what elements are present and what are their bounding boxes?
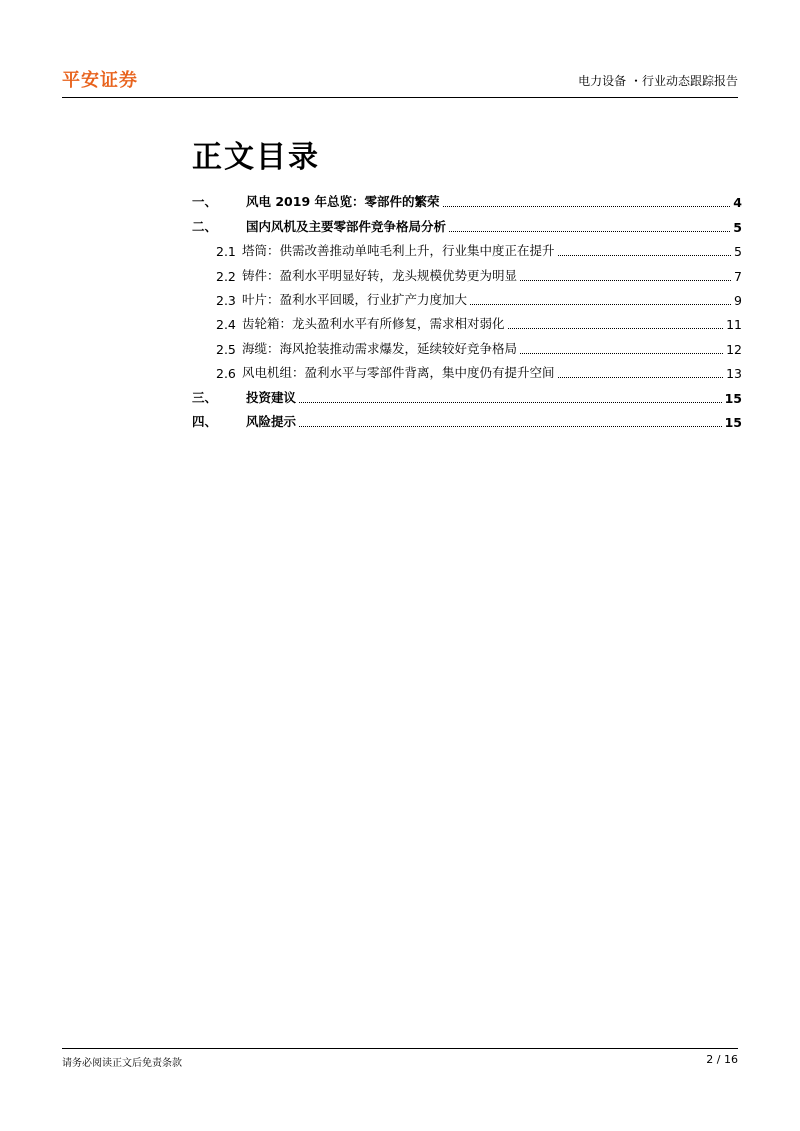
toc-entry-label: 国内风机及主要零部件竞争格局分析 bbox=[246, 218, 447, 234]
toc-entry-number: 2.3 bbox=[216, 292, 236, 308]
toc-entry[interactable] bbox=[192, 406, 742, 430]
toc-entry-number: 2.5 bbox=[216, 341, 236, 357]
toc-subentry[interactable] bbox=[192, 235, 742, 259]
toc-leader-dots bbox=[443, 206, 731, 207]
toc-entry-page: 9 bbox=[734, 292, 742, 308]
toc-entry-number: 二、 bbox=[192, 218, 218, 234]
toc-entry-page: 5 bbox=[734, 244, 742, 260]
toc-leader-dots bbox=[449, 231, 730, 232]
toc-leader-dots bbox=[558, 255, 732, 256]
toc-entry-page: 15 bbox=[724, 390, 742, 406]
toc-entry[interactable] bbox=[192, 210, 742, 234]
toc-entry-label: 风电 2019 年总览：零部件的繁荣 bbox=[246, 194, 440, 210]
toc-entry-number: 一、 bbox=[192, 194, 218, 210]
toc-subentry[interactable] bbox=[192, 332, 742, 356]
toc-leader-dots bbox=[558, 377, 724, 378]
toc-entry-page: 15 bbox=[724, 414, 742, 430]
toc-entry-label: 塔筒：供需改善推动单吨毛利上升，行业集中度正在提升 bbox=[242, 243, 555, 259]
toc-leader-dots bbox=[508, 328, 724, 329]
toc-entry-number: 四、 bbox=[192, 413, 218, 429]
toc-entry-number: 2.2 bbox=[216, 268, 236, 284]
toc-entry-page: 7 bbox=[734, 268, 742, 284]
toc-entry-page: 12 bbox=[726, 341, 742, 357]
brand-logo: 平安证券 bbox=[62, 70, 138, 91]
toc-entry-label: 铸件：盈利水平明显好转，龙头规模优势更为明显 bbox=[242, 267, 518, 283]
toc-entry-label: 海缆：海风抢装推动需求爆发，延续较好竞争格局 bbox=[242, 340, 518, 356]
toc-leader-dots bbox=[520, 353, 723, 354]
report-category: 电力设备 ・行业动态跟踪报告 bbox=[578, 74, 738, 88]
toc-entry-number: 三、 bbox=[192, 389, 218, 405]
toc-title: 正文目录 bbox=[192, 140, 320, 175]
toc-entry[interactable] bbox=[192, 186, 742, 210]
toc-leader-dots bbox=[299, 426, 722, 427]
toc-entry-label: 投资建议 bbox=[246, 389, 297, 405]
toc-entry-page: 5 bbox=[733, 219, 742, 235]
toc-subentry[interactable] bbox=[192, 308, 742, 332]
toc-subentry[interactable] bbox=[192, 259, 742, 283]
toc-entry-number: 2.6 bbox=[216, 366, 236, 382]
toc-entry-label: 风电机组：盈利水平与零部件背离，集中度仍有提升空间 bbox=[242, 365, 555, 381]
toc-leader-dots bbox=[470, 304, 731, 305]
footer-disclaimer: 请务必阅读正文后免责条款 bbox=[62, 1058, 182, 1069]
toc-entry-label: 叶片：盈利水平回暖，行业扩产力度加大 bbox=[242, 291, 468, 307]
toc-entry-page: 4 bbox=[733, 195, 742, 211]
toc-entry[interactable] bbox=[192, 381, 742, 405]
toc-subentry[interactable] bbox=[192, 284, 742, 308]
footer-divider bbox=[62, 1048, 738, 1049]
toc-leader-dots bbox=[299, 402, 722, 403]
toc-entry-page: 11 bbox=[726, 317, 742, 333]
toc-entry-page: 13 bbox=[726, 366, 742, 382]
page-header bbox=[62, 66, 738, 98]
table-of-contents bbox=[192, 186, 742, 430]
toc-entry-label: 齿轮箱：龙头盈利水平有所修复，需求相对弱化 bbox=[242, 316, 505, 332]
toc-entry-number: 2.1 bbox=[216, 244, 236, 260]
toc-entry-number: 2.4 bbox=[216, 317, 236, 333]
page-number: 2 / 16 bbox=[706, 1053, 738, 1066]
header-divider bbox=[62, 97, 738, 98]
toc-subentry[interactable] bbox=[192, 357, 742, 381]
toc-leader-dots bbox=[520, 280, 731, 281]
toc-entry-label: 风险提示 bbox=[246, 413, 297, 429]
